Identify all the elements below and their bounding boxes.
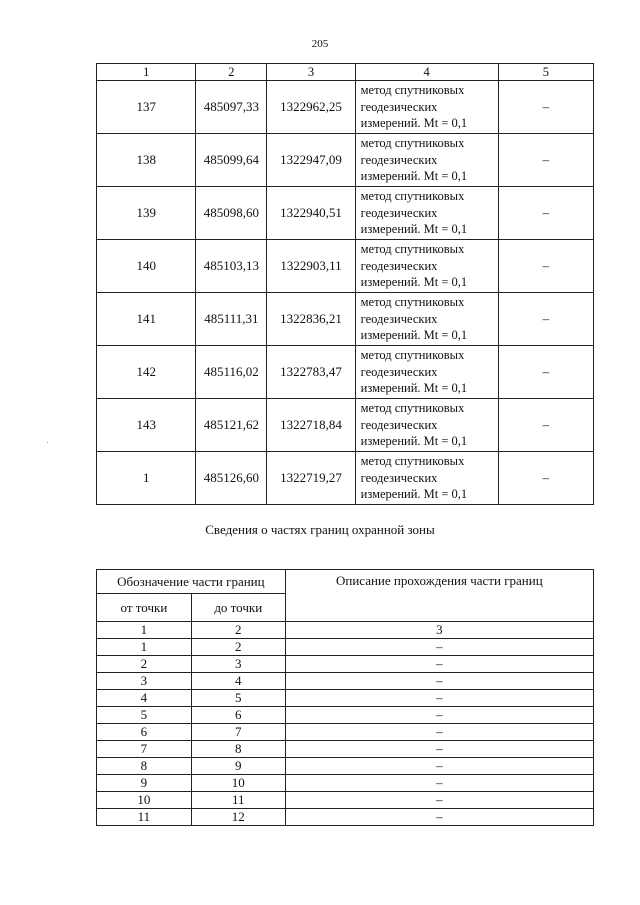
part-description: –	[285, 707, 593, 724]
method-line: измерений. Mt = 0,1	[360, 275, 468, 290]
method-line: геодезических	[360, 152, 438, 167]
y-coordinate: 1322719,27	[267, 452, 355, 505]
x-coordinate: 485111,31	[196, 293, 267, 346]
column-number: 1	[97, 64, 196, 81]
from-point: 4	[97, 690, 192, 707]
page-number: 205	[311, 38, 329, 50]
note-dash: –	[498, 240, 593, 293]
y-coordinate: 1322783,47	[267, 346, 355, 399]
to-point: 10	[191, 775, 285, 792]
x-coordinate: 485098,60	[196, 187, 267, 240]
boundary-part-row	[97, 724, 594, 741]
boundary-part-row	[97, 690, 594, 707]
column-number: 1	[97, 622, 192, 639]
column-number: 2	[191, 622, 285, 639]
from-point: 5	[97, 707, 192, 724]
from-point: 8	[97, 758, 192, 775]
part-description: –	[285, 673, 593, 690]
y-coordinate: 1322962,25	[267, 81, 355, 134]
boundary-part-row	[97, 707, 594, 724]
from-point: 11	[97, 809, 192, 826]
to-point: 4	[191, 673, 285, 690]
note-dash: –	[498, 399, 593, 452]
x-coordinate: 485121,62	[196, 399, 267, 452]
method-line: измерений. Mt = 0,1	[360, 328, 468, 343]
boundary-part-row	[97, 758, 594, 775]
boundary-parts-table	[96, 569, 594, 826]
method-line: геодезических	[360, 258, 438, 273]
method-line: измерений. Mt = 0,1	[360, 434, 468, 449]
method-line: метод спутниковых	[360, 454, 465, 469]
column-number: 4	[355, 64, 498, 81]
method-line: метод спутниковых	[360, 242, 465, 257]
boundary-part-row	[97, 792, 594, 809]
y-coordinate: 1322947,09	[267, 134, 355, 187]
method-line: измерений. Mt = 0,1	[360, 222, 468, 237]
to-point: 7	[191, 724, 285, 741]
determination-method	[355, 399, 498, 452]
coordinates-header-row	[97, 64, 594, 81]
coordinate-row	[97, 134, 594, 187]
determination-method	[355, 293, 498, 346]
column-number: 3	[285, 622, 593, 639]
from-point: 1	[97, 639, 192, 656]
coordinate-row	[97, 346, 594, 399]
boundary-part-row	[97, 741, 594, 758]
point-number: 141	[97, 293, 196, 346]
method-line: метод спутниковых	[360, 83, 465, 98]
x-coordinate: 485116,02	[196, 346, 267, 399]
from-point: 7	[97, 741, 192, 758]
to-point: 12	[191, 809, 285, 826]
header-to-point: до точки	[191, 594, 285, 622]
to-point: 9	[191, 758, 285, 775]
determination-method	[355, 134, 498, 187]
coordinate-row	[97, 187, 594, 240]
to-point: 8	[191, 741, 285, 758]
part-description: –	[285, 809, 593, 826]
y-coordinate: 1322940,51	[267, 187, 355, 240]
to-point: 6	[191, 707, 285, 724]
method-line: измерений. Mt = 0,1	[360, 381, 468, 396]
from-point: 3	[97, 673, 192, 690]
from-point: 9	[97, 775, 192, 792]
column-number: 2	[196, 64, 267, 81]
x-coordinate: 485097,33	[196, 81, 267, 134]
method-line: геодезических	[360, 311, 438, 326]
header-boundary-part-designation: Обозначение части границ	[97, 570, 286, 594]
parts-header-row	[97, 570, 594, 594]
coordinate-row	[97, 452, 594, 505]
note-dash: –	[498, 134, 593, 187]
method-line: метод спутниковых	[360, 401, 465, 416]
point-number: 138	[97, 134, 196, 187]
part-description: –	[285, 741, 593, 758]
note-dash: –	[498, 293, 593, 346]
to-point: 2	[191, 639, 285, 656]
note-dash: –	[498, 346, 593, 399]
method-line: геодезических	[360, 364, 438, 379]
point-number: 143	[97, 399, 196, 452]
x-coordinate: 485126,60	[196, 452, 267, 505]
column-number: 5	[498, 64, 593, 81]
from-point: 6	[97, 724, 192, 741]
boundary-part-row	[97, 656, 594, 673]
part-description: –	[285, 656, 593, 673]
point-number: 137	[97, 81, 196, 134]
section-title: Сведения о частях границ охранной зоны	[205, 522, 435, 537]
to-point: 5	[191, 690, 285, 707]
note-dash: –	[498, 452, 593, 505]
coordinates-table-body	[97, 64, 594, 505]
determination-method	[355, 187, 498, 240]
note-dash: –	[498, 187, 593, 240]
x-coordinate: 485103,13	[196, 240, 267, 293]
scan-speck	[47, 442, 48, 443]
part-description: –	[285, 775, 593, 792]
coordinate-row	[97, 399, 594, 452]
part-description: –	[285, 639, 593, 656]
point-number: 142	[97, 346, 196, 399]
determination-method	[355, 452, 498, 505]
determination-method	[355, 240, 498, 293]
method-line: геодезических	[360, 417, 438, 432]
boundary-part-row	[97, 639, 594, 656]
method-line: геодезических	[360, 99, 438, 114]
method-line: метод спутниковых	[360, 136, 465, 151]
part-description: –	[285, 792, 593, 809]
to-point: 11	[191, 792, 285, 809]
point-number: 1	[97, 452, 196, 505]
to-point: 3	[191, 656, 285, 673]
method-line: измерений. Mt = 0,1	[360, 116, 468, 131]
method-line: метод спутниковых	[360, 348, 465, 363]
determination-method	[355, 346, 498, 399]
from-point: 10	[97, 792, 192, 809]
method-line: измерений. Mt = 0,1	[360, 487, 468, 502]
method-line: измерений. Mt = 0,1	[360, 169, 468, 184]
method-line: метод спутниковых	[360, 189, 465, 204]
determination-method	[355, 81, 498, 134]
point-number: 140	[97, 240, 196, 293]
coordinate-row	[97, 240, 594, 293]
coordinate-row	[97, 293, 594, 346]
y-coordinate: 1322718,84	[267, 399, 355, 452]
from-point: 2	[97, 656, 192, 673]
part-description: –	[285, 690, 593, 707]
x-coordinate: 485099,64	[196, 134, 267, 187]
method-line: метод спутниковых	[360, 295, 465, 310]
method-line: геодезических	[360, 205, 438, 220]
header-boundary-part-description: Описание прохождения части границ	[285, 570, 593, 622]
parts-column-number-row	[97, 622, 594, 639]
y-coordinate: 1322903,11	[267, 240, 355, 293]
note-dash: –	[498, 81, 593, 134]
boundary-part-row	[97, 775, 594, 792]
boundary-parts-table-body	[97, 570, 594, 826]
y-coordinate: 1322836,21	[267, 293, 355, 346]
column-number: 3	[267, 64, 355, 81]
part-description: –	[285, 724, 593, 741]
method-line: геодезических	[360, 470, 438, 485]
boundary-part-row	[97, 673, 594, 690]
boundary-part-row	[97, 809, 594, 826]
point-number: 139	[97, 187, 196, 240]
header-from-point: от точки	[97, 594, 192, 622]
coordinates-table	[96, 63, 594, 505]
coordinate-row	[97, 81, 594, 134]
part-description: –	[285, 758, 593, 775]
